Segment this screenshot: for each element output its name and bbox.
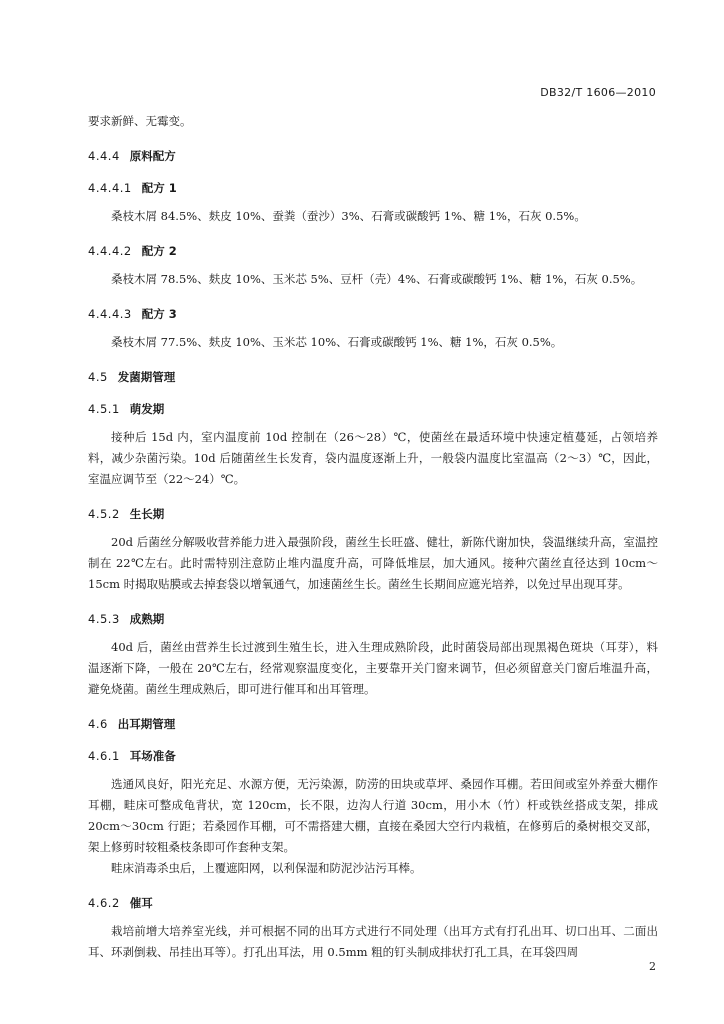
section-heading: 4.4.4.3 配方 3	[88, 307, 177, 321]
paragraph: 桑枝木屑 77.5%、麸皮 10%、玉米芯 10%、石膏或碳酸钙 1%、糖 1%，石灰 0.5%。	[111, 335, 563, 349]
section-heading: 4.5 发菌期管理	[88, 370, 176, 384]
section-heading: 4.6.1 耳场准备	[88, 749, 176, 763]
section-heading: 4.5.1 萌发期	[88, 402, 165, 416]
document-body	[88, 111, 658, 963]
paragraph: 畦床消毒杀虫后，上覆遮阳网，以利保湿和防泥沙沾污耳棒。	[111, 861, 422, 875]
section-heading: 4.5.2 生长期	[88, 507, 165, 521]
paragraph: 接种后 15d 内，室内温度前 10d 控制在（26～28）℃，使菌丝在最适环境中快速定植蔓延，占领培养料，减少杂菌污染。10d 后随菌丝生长发育，袋内温度逐渐上升，一般袋内温度比室温高（2～3）℃，因此，室温应调节至（22～24）℃。	[88, 430, 658, 486]
paragraph: 栽培前增大培养室光线，并可根据不同的出耳方式进行不同处理（出耳方式有打孔出耳、切口出耳、二面出耳、环剥倒栽、吊挂出耳等）。打孔出耳法，用 0.5mm 粗的钉头制成排状打孔工具，在耳袋四周	[88, 924, 658, 959]
paragraph: 桑枝木屑 84.5%、麸皮 10%、蚕粪（蚕沙）3%、石膏或碳酸钙 1%、糖 1%，石灰 0.5%。	[111, 209, 586, 223]
page-number: 2	[649, 960, 656, 973]
section-heading: 4.4.4.1 配方 1	[88, 181, 177, 195]
section-heading: 4.5.3 成熟期	[88, 612, 165, 626]
section-heading: 4.4.4.2 配方 2	[88, 244, 177, 258]
section-heading: 4.6 出耳期管理	[88, 717, 176, 731]
paragraph: 桑枝木屑 78.5%、麸皮 10%、玉米芯 5%、豆杆（壳）4%、石膏或碳酸钙 1%、糖 1%，石灰 0.5%。	[111, 272, 643, 286]
paragraph: 要求新鲜、无霉变。	[88, 114, 192, 128]
section-heading: 4.6.2 催耳	[88, 896, 153, 910]
standard-code: DB32/T 1606—2010	[540, 86, 656, 99]
paragraph: 选通风良好，阳光充足、水源方便，无污染源，防涝的田块或草坪、桑园作耳棚。若田间或室外养蚕大棚作耳棚，畦床可整成龟背状，宽 120cm，长不限，边沟人行道 30cm，用小木（竹）杆或铁丝搭成支架，排成 20cm～30cm 行距；若桑园作耳棚，可不需搭建大棚，直接在桑园大空行内栽植，在修剪后的桑树根交叉部，架上修剪时较粗桑枝条即可作套种支架。	[88, 777, 658, 854]
paragraph: 40d 后，菌丝由营养生长过渡到生殖生长，进入生理成熟阶段，此时菌袋局部出现黑褐色斑块（耳芽），料温逐渐下降，一般在 20℃左右，经常观察温度变化，主要靠开关门窗来调节，但必须留意关门窗后堆温升高，避免烧菌。菌丝生理成熟后，即可进行催耳和出耳管理。	[88, 640, 658, 696]
paragraph: 20d 后菌丝分解吸收营养能力进入最强阶段，菌丝生长旺盛、健壮，新陈代谢加快，袋温继续升高，室温控制在 22℃左右。此时需特别注意防止堆内温度升高，可降低堆层，加大通风。接种穴菌丝直径达到 10cm～15cm 时揭取贴膜或去掉套袋以增氧通气，加速菌丝生长。菌丝生长期间应遮光培养，以免过早出现耳芽。	[88, 535, 658, 591]
section-heading: 4.4.4 原料配方	[88, 149, 176, 163]
